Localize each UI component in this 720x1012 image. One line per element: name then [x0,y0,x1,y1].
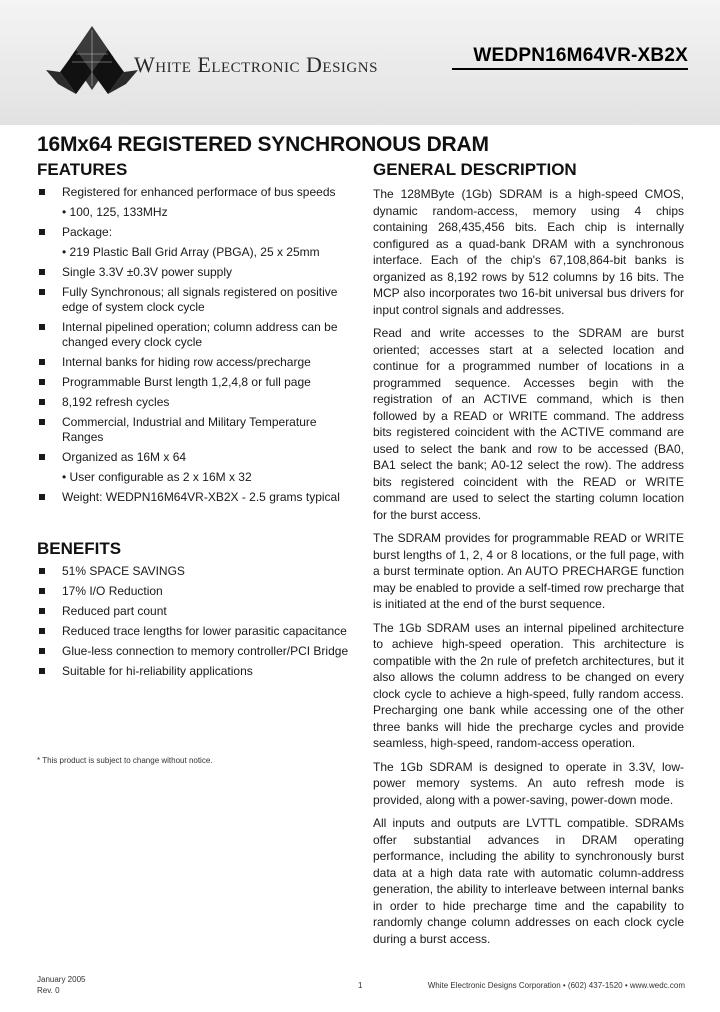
list-item: Programmable Burst length 1,2,4,8 or full page [37,375,352,390]
paragraph: The 1Gb SDRAM is designed to operate in 3.3V, low-power memory systems. An auto refresh mode is provided, along with a power-saving, power-down mode. [373,759,684,807]
list-item: Registered for enhanced performace of bus speeds [37,185,352,200]
paragraph: The 1Gb SDRAM uses an internal pipelined architecture to achieve high-speed operation. This architecture is compatible with the 2n rule of prefetch architectures, but it also allows the column address to be changed on every clock cycle to achieve a high-speed, fully random access. Precharging one bank while accessing one of the other three banks will hide the precharge cycles and provide seamless, high-speed, random-access operation. [373,620,684,750]
list-item: Weight: WEDPN16M64VR-XB2X - 2.5 grams typical [37,490,352,505]
features-heading: FEATURES [37,160,128,179]
list-item: 51% SPACE SAVINGS [37,564,352,579]
features-list-container [37,185,352,510]
list-item: Single 3.3V ±0.3V power supply [37,265,352,280]
page-number: 1 [358,981,363,990]
list-item: Suitable for hi-reliability applications [37,664,352,679]
page-footer [37,975,685,999]
list-item: Package: [37,225,352,240]
page-title: 16Mx64 REGISTERED SYNCHRONOUS DRAM [37,133,489,156]
list-item: Fully Synchronous; all signals registered on positive edge of system clock cycle [37,285,352,315]
list-item: 17% I/O Reduction [37,584,352,599]
list-item: Internal pipelined operation; column address can be changed every clock cycle [37,320,352,350]
footer-date: January 2005 [37,975,86,984]
list-item: • User configurable as 2 x 16M x 32 [62,470,252,484]
part-number: WEDPN16M64VR-XB2X [452,45,688,70]
list-item: Reduced part count [37,604,352,619]
benefits-list [37,564,352,679]
list-item: 8,192 refresh cycles [37,395,352,410]
benefits-list-container [37,564,352,684]
paragraph: The 128MByte (1Gb) SDRAM is a high-speed CMOS, dynamic random-access, memory using 4 chips containing 268,435,456 bits. Each chip is internally configured as a quad-bank DRAM with a synchronous interface. Each of the chip's 67,108,864-bit banks is organized as 8,192 rows by 512 columns by 16 bits. The MCP also incorporates two 16-bit universal bus drivers for input control signals and addresses. [373,187,684,317]
features-list [37,185,352,505]
list-item: • 100, 125, 133MHz [62,205,168,219]
benefits-heading: BENEFITS [37,539,122,558]
list-item: Organized as 16M x 64 [37,450,352,465]
company-name: White Electronic Designs [134,52,378,77]
company-logo-icon [46,24,138,96]
footer-revision: Rev. 0 [37,986,60,995]
list-item: Glue-less connection to memory controller/PCI Bridge [37,644,352,659]
list-item: Internal banks for hiding row access/precharge [37,355,352,370]
paragraph: The SDRAM provides for programmable READ or WRITE burst lengths of 1, 2, 4 or 8 locations, or the full page, with a burst terminate option. An AUTO PRECHARGE function may be enabled to provide a self-timed row precharge that is initiated at the end of the burst sequence. [373,531,684,611]
list-item: Commercial, Industrial and Military Temperature Ranges [37,415,352,445]
general-description-heading: GENERAL DESCRIPTION [373,160,577,179]
list-item: • 219 Plastic Ball Grid Array (PBGA), 25 x 25mm [62,245,320,259]
paragraph: Read and write accesses to the SDRAM are burst oriented; accesses start at a selected location and continue for a programmed number of locations in a programmed sequence. Accesses begin with the registration of an ACTIVE command, which is then followed by a READ or WRITE command. The address bits registered coincident with the ACTIVE command are used to select the bank and row to be accessed (BA0, BA1 select the bank; A0-12 select the row). The address bits registered coincident with the READ or WRITE command are used to select the starting column location for the burst access. [373,326,684,522]
page-header [0,0,720,125]
list-item: Reduced trace lengths for lower parasitic capacitance [37,624,352,639]
paragraph: All inputs and outputs are LVTTL compatible. SDRAMs offer substantial advances in DRAM operating performance, including the ability to synchronously burst data at a high data rate with automatic column-address generation, the ability to interleave between internal banks in order to hide precharge time and the capability to randomly change column addresses on each clock cycle during a burst access. [373,816,684,946]
general-description [373,186,684,954]
footnote: * This product is subject to change without notice. [37,756,213,765]
footer-contact: White Electronic Designs Corporation • (602) 437-1520 • www.wedc.com [427,981,685,990]
